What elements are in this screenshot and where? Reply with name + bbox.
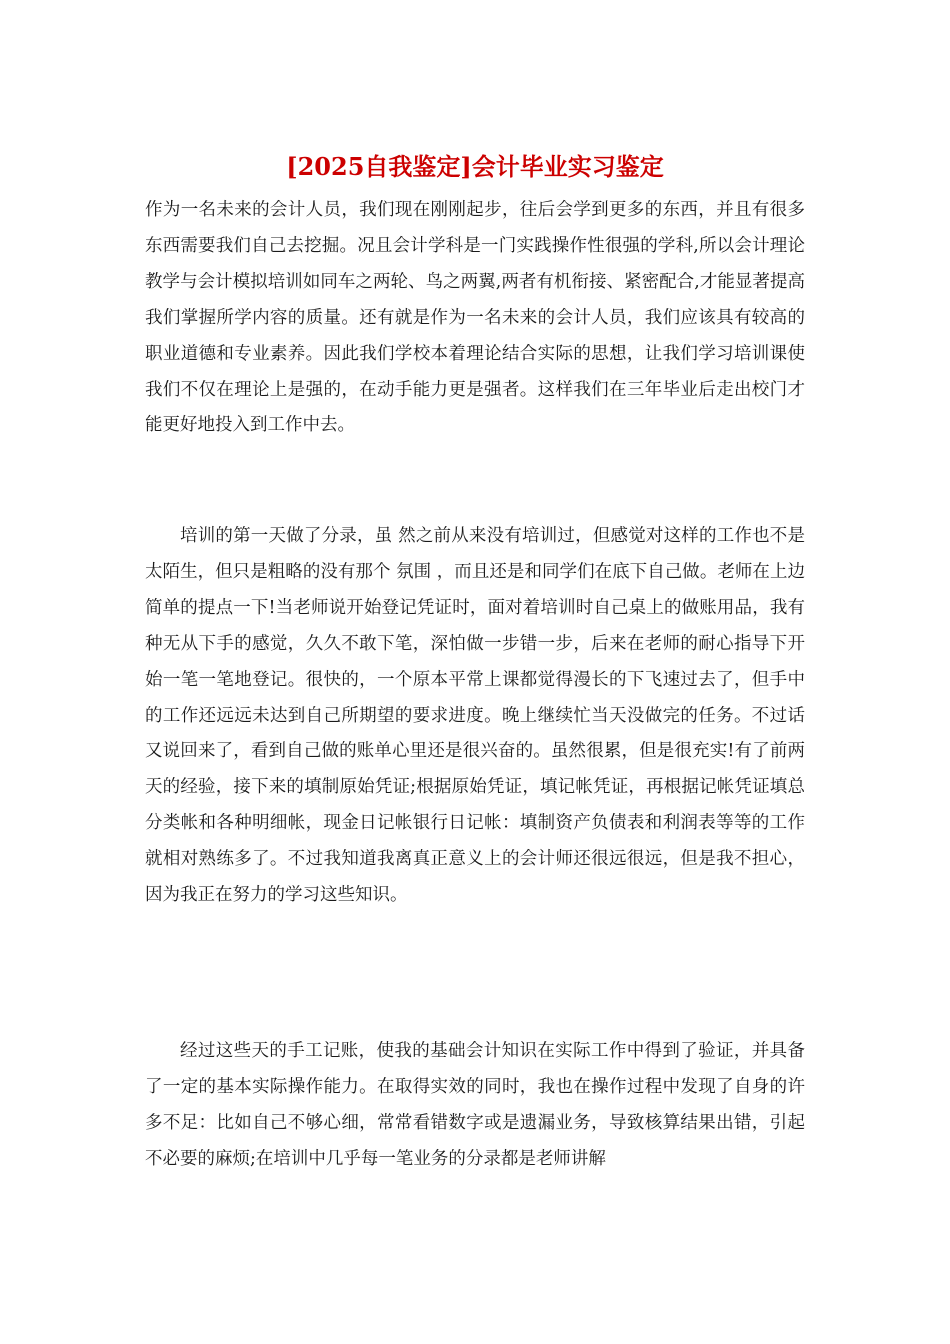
document-title: [2025自我鉴定]会计毕业实习鉴定	[286, 152, 664, 181]
paragraph-reflection: 经过这些天的手工记账，使我的基础会计知识在实际工作中得到了验证，并具备了一定的基本实际操作能力。在取得实效的同时，我也在操作过程中发现了自身的许多不足：比如自己不够心细，常常看错数字或是遗漏业务，导致核算结果出错，引起不必要的麻烦;在培训中几乎每一笔业务的分录都是老师讲解	[145, 1041, 805, 1169]
paragraph-intro: 作为一名未来的会计人员，我们现在刚刚起步，往后会学到更多的东西，并且有很多东西需要我们自己去挖掘。况且会计学科是一门实践操作性很强的学科,所以会计理论教学与会计模拟培训如同车之两轮、鸟之两翼,两者有机衔接、紧密配合,才能显著提高我们掌握所学内容的质量。还有就是作为一名未来的会计人员，我们应该具有较高的职业道德和专业素养。因此我们学校本着理论结合实际的思想，让我们学习培训课使我们不仅在理论上是强的，在动手能力更是强者。这样我们在三年毕业后走出校门才能更好地投入到工作中去。	[145, 200, 805, 436]
paragraph-training-first-day: 培训的第一天做了分录，虽 然之前从来没有培训过，但感觉对这样的工作也不是太陌生，但只是粗略的没有那个 氛围 ，而且还是和同学们在底下自己做。老师在上边简单的提点一下!当老师说开始登记凭证时，面对着培训时自己桌上的做账用品，我有种无从下手的感觉，久久不敢下笔，深怕做一步错一步，后来在老师的耐心指导下开始一笔一笔地登记。很快的，一个原本平常上课都觉得漫长的下飞速过去了，但手中的工作还远远未达到自己所期望的要求进度。晚上继续忙当天没做完的任务。不过话又说回来了，看到自己做的账单心里还是很兴奋的。虽然很累，但是很充实!有了前两天的经验，接下来的填制原始凭证;根据原始凭证，填记帐凭证，再根据记帐凭证填总分类帐和各种明细帐，现金日记帐银行日记帐：填制资产负债表和利润表等等的工作就相对熟练多了。不过我知道我离真正意义上的会计师还很远很远，但是我不担心，因为我正在努力的学习这些知识。	[145, 526, 805, 906]
